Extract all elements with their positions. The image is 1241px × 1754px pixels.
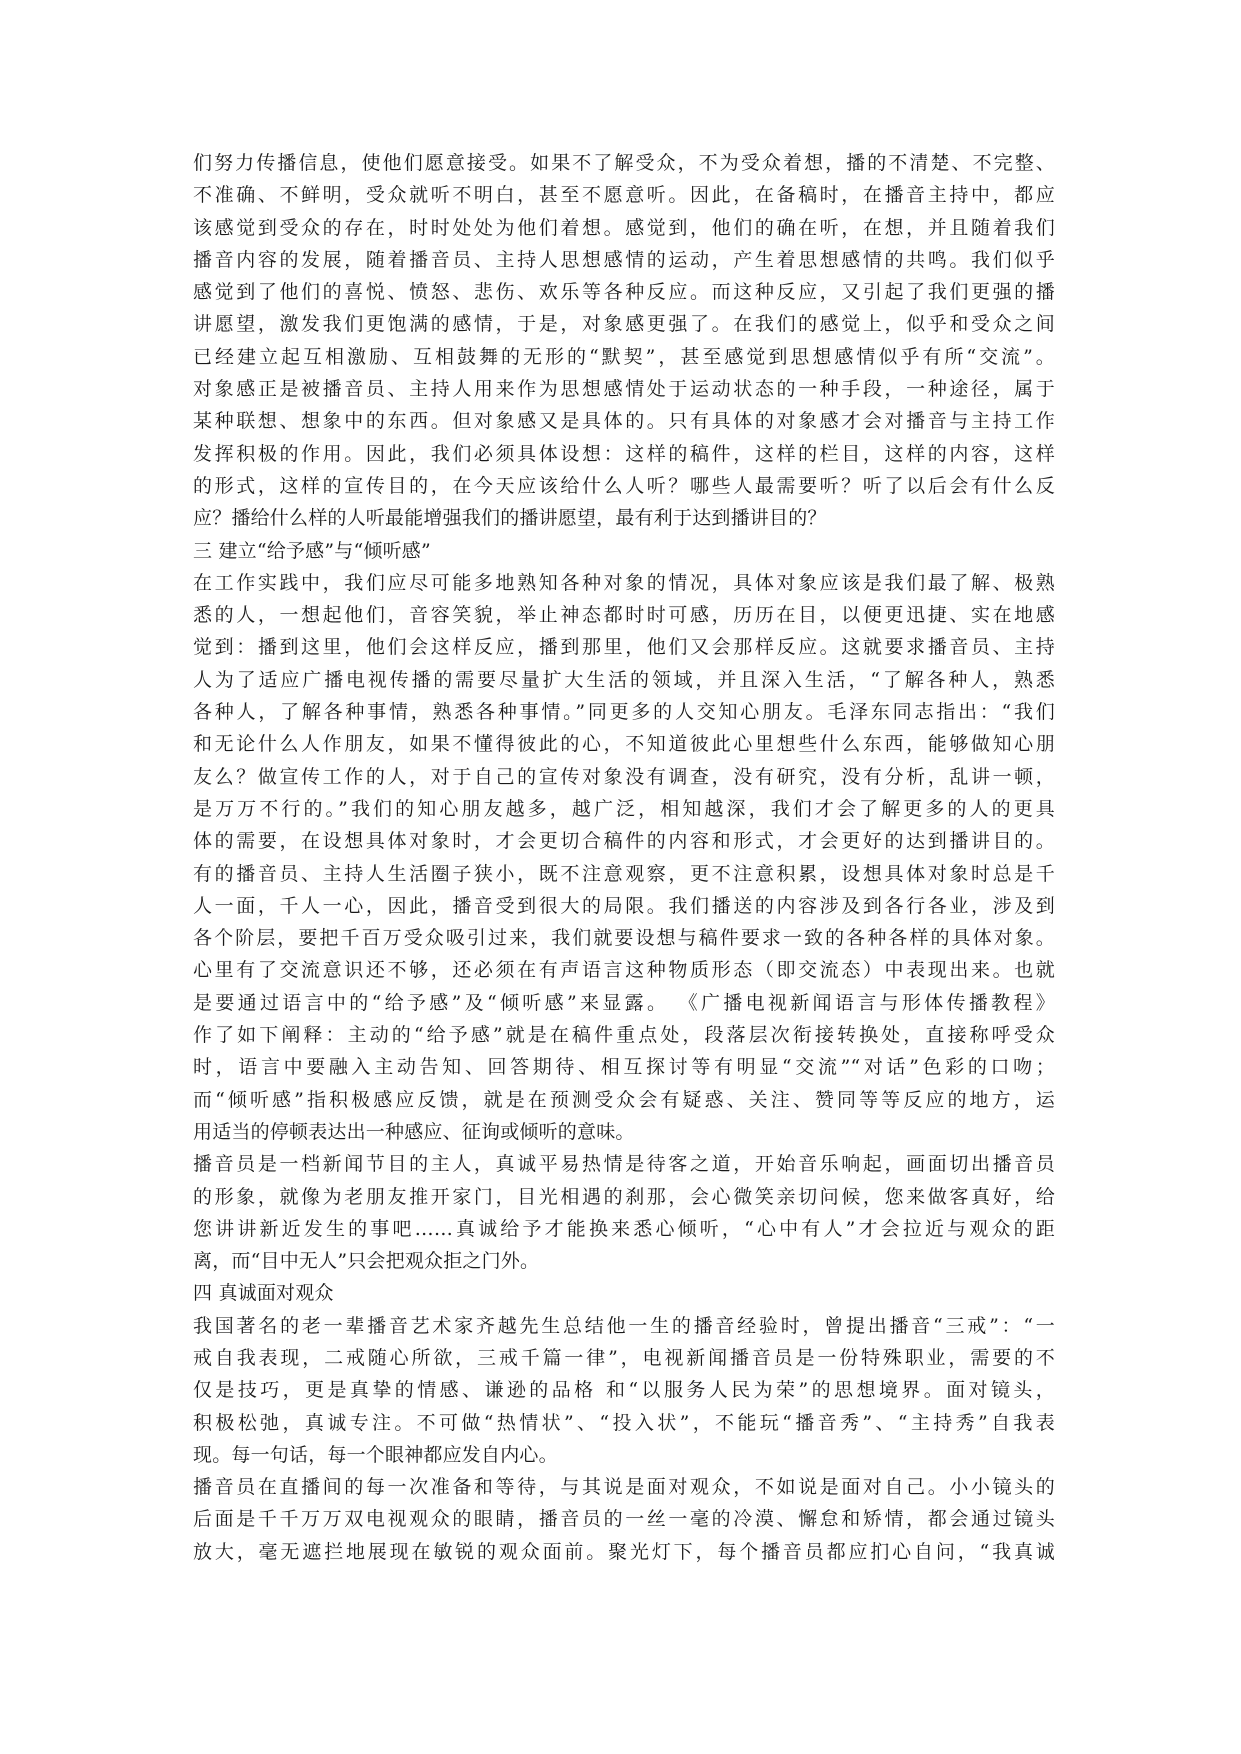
text-line: 各个阶层，要把千百万受众吸引过来，我们就要设想与稿件要求一致的各种各样的具体对象。 [193,927,1055,950]
text-line: 对象感正是被播音员、主持人用来作为思想感情处于运动状态的一种手段，一种途径，属于 [193,378,1055,401]
text-line: 现。每一句话，每一个眼神都应发自内心。 [193,1443,558,1466]
text-line: 人一面，千人一心，因此，播音受到很大的局限。我们播送的内容涉及到各行各业，涉及到 [193,894,1055,917]
text-line: 仅是技巧，更是真挚的情感、谦逊的品格 和“以服务人民为荣”的思想境界。面对镜头， [193,1379,1055,1402]
text-line: 离，而“目中无人”只会把观众拒之门外。 [193,1250,540,1273]
text-line: 是万万不行的。”我们的知心朋友越多，越广泛，相知越深，我们才会了解更多的人的更具 [193,797,1055,820]
text-line: 发挥积极的作用。因此，我们必须具体设想：这样的稿件，这样的栏目，这样的内容，这样 [193,442,1055,465]
text-line: 我国著名的老一辈播音艺术家齐越先生总结他一生的播音经验时，曾提出播音“三戒”：“一 [193,1314,1055,1337]
text-line: 某种联想、想象中的东西。但对象感又是具体的。只有具体的对象感才会对播音与主持工作 [193,410,1055,433]
text-line: 是要通过语言中的“给予感”及“倾听感”来显露。 《广播电视新闻语言与形体传播教程》 [193,991,1055,1014]
text-line: 悉的人，一想起他们，音容笑貌，举止神态都时时可感，历历在目，以便更迅捷、实在地感 [193,604,1055,627]
text-line: 积极松弛，真诚专注。不可做“热情状”、“投入状”，不能玩“播音秀”、“主持秀”自我表 [193,1411,1055,1434]
text-line: 作了如下阐释：主动的“给予感”就是在稿件重点处，段落层次衔接转换处，直接称呼受众 [193,1024,1055,1047]
text-line: 已经建立起互相激励、互相鼓舞的无形的“默契”，甚至感觉到思想感情似乎有所“交流”。 [193,345,1055,368]
text-line: 在工作实践中，我们应尽可能多地熟知各种对象的情况，具体对象应该是我们最了解、极熟 [193,571,1055,594]
text-line: 应？播给什么样的人听最能增强我们的播讲愿望，最有利于达到播讲目的？ [193,507,827,530]
text-line: 讲愿望，激发我们更饱满的感情，于是，对象感更强了。在我们的感觉上，似乎和受众之间 [193,313,1055,336]
body-text [193,147,1055,1568]
text-line: 体的需要，在设想具体对象时，才会更切合稿件的内容和形式，才会更好的达到播讲目的。 [193,830,1055,853]
section-heading: 三 建立“给予感”与“倾听感” [193,539,431,562]
text-line: 时，语言中要融入主动告知、回答期待、相互探讨等有明显“交流”“对话”色彩的口吻； [193,1056,1055,1079]
text-line: 不准确、不鲜明，受众就听不明白，甚至不愿意听。因此，在备稿时，在播音主持中，都应 [193,184,1055,207]
text-line: 该感觉到受众的存在，时时处处为他们着想。感觉到，他们的确在听，在想，并且随着我们 [193,216,1055,239]
text-line: 友么？做宣传工作的人，对于自己的宣传对象没有调查，没有研究，没有分析，乱讲一顿， [193,765,1055,788]
text-line: 用适当的停顿表达出一种感应、征询或倾听的意味。 [193,1120,635,1143]
text-line: 人为了适应广播电视传播的需要尽量扩大生活的领域，并且深入生活，“了解各种人，熟悉 [193,668,1055,691]
text-line: 您讲讲新近发生的事吧……真诚给予才能换来悉心倾听，“心中有人”才会拉近与观众的距 [193,1217,1055,1240]
text-line: 后面是千千万万双电视观众的眼睛，播音员的一丝一毫的冷漠、懈怠和矫情，都会通过镜头 [193,1508,1055,1531]
text-line: 各种人，了解各种事情，熟悉各种事情。”同更多的人交知心朋友。毛泽东同志指出：“我们 [193,701,1055,724]
text-line: 播音员是一档新闻节目的主人，真诚平易热情是待客之道，开始音乐响起，画面切出播音员 [193,1153,1055,1176]
section-heading: 四 真诚面对观众 [193,1282,334,1305]
text-line: 戒自我表现，二戒随心所欲，三戒千篇一律”，电视新闻播音员是一份特殊职业，需要的不 [193,1346,1055,1369]
text-line: 觉到：播到这里，他们会这样反应，播到那里，他们又会那样反应。这就要求播音员、主持 [193,636,1055,659]
text-line: 心里有了交流意识还不够，还必须在有声语言这种物质形态（即交流态）中表现出来。也就 [193,959,1055,982]
text-line: 而“倾听感”指积极感应反馈，就是在预测受众会有疑惑、关注、赞同等等反应的地方，运 [193,1088,1055,1111]
text-line: 放大，毫无遮拦地展现在敏锐的观众面前。聚光灯下，每个播音员都应扪心自问，“我真诚 [193,1540,1055,1563]
text-line: 播音员在直播间的每一次准备和等待，与其说是面对观众，不如说是面对自己。小小镜头的 [193,1476,1055,1499]
text-line: 和无论什么人作朋友，如果不懂得彼此的心，不知道彼此心里想些什么东西，能够做知心朋 [193,733,1055,756]
text-line: 感觉到了他们的喜悦、愤怒、悲伤、欢乐等各种反应。而这种反应，又引起了我们更强的播 [193,281,1055,304]
text-line: 的形式，这样的宣传目的，在今天应该给什么人听？哪些人最需要听？听了以后会有什么反 [193,474,1055,497]
text-line: 的形象，就像为老朋友推开家门，目光相遇的刹那，会心微笑亲切问候，您来做客真好，给 [193,1185,1055,1208]
text-line: 有的播音员、主持人生活圈子狭小，既不注意观察，更不注意积累，设想具体对象时总是千 [193,862,1055,885]
text-line: 播音内容的发展，随着播音员、主持人思想感情的运动，产生着思想感情的共鸣。我们似乎 [193,248,1055,271]
text-line: 们努力传播信息，使他们愿意接受。如果不了解受众，不为受众着想，播的不清楚、不完整、 [193,152,1055,174]
